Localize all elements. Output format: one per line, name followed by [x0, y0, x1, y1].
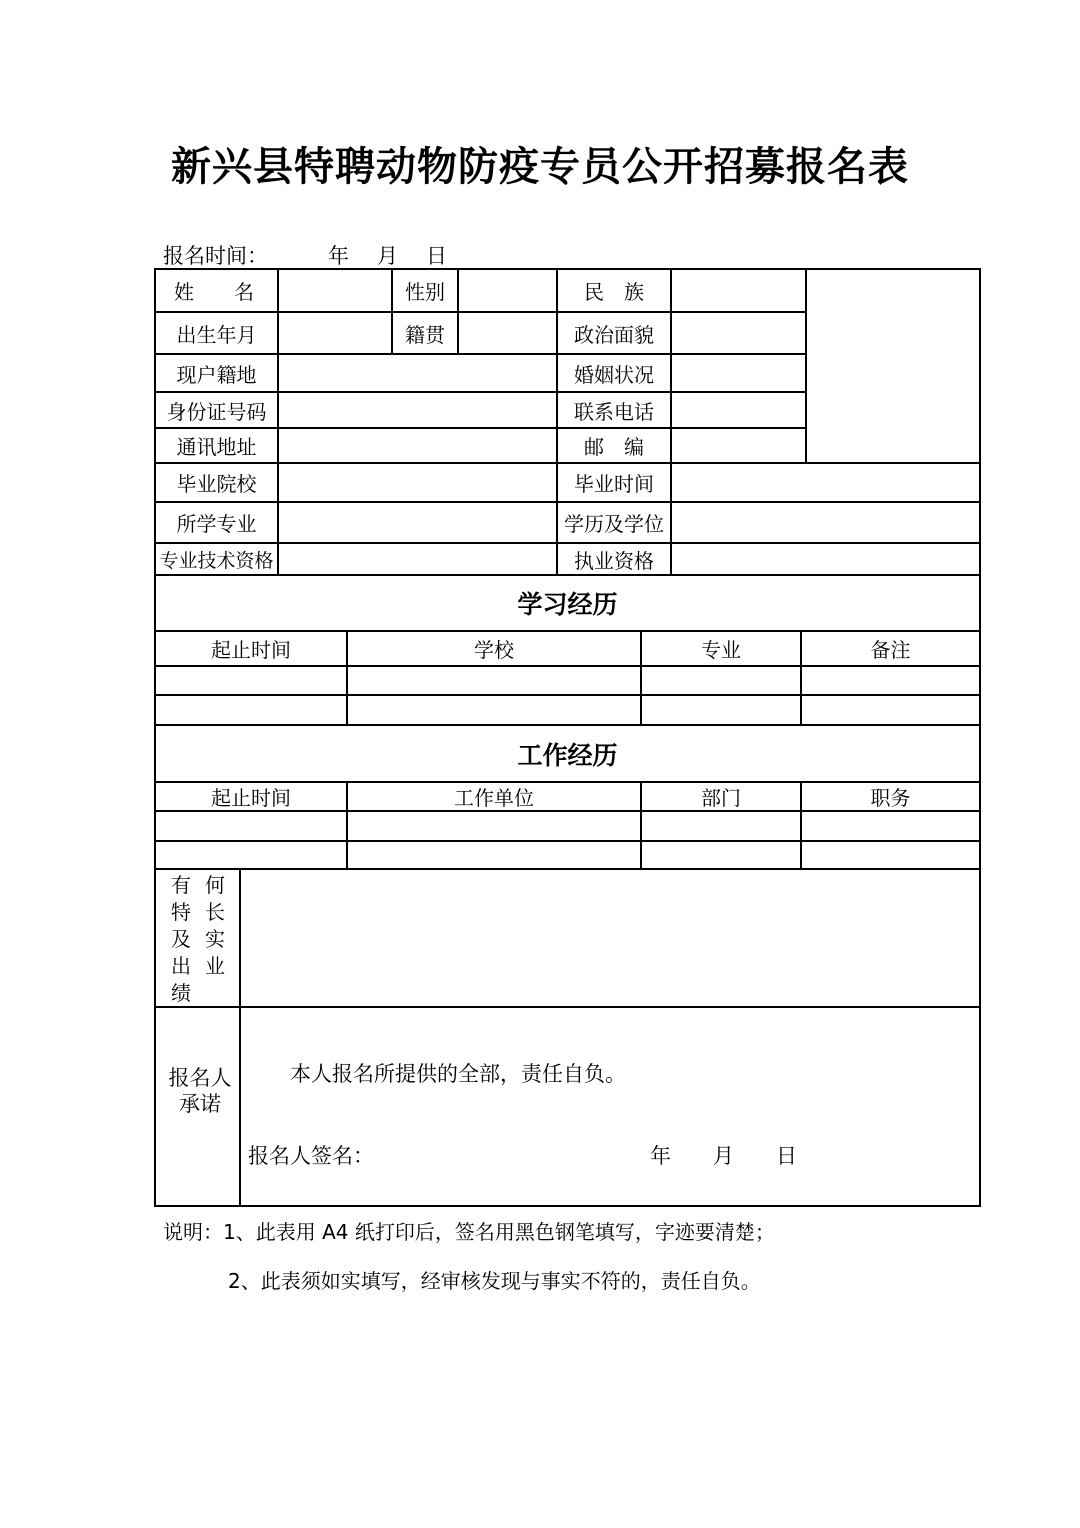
school-input[interactable]: [279, 464, 556, 501]
specialty-char: 实: [205, 927, 225, 951]
work-col-position: 职务: [870, 786, 911, 810]
id-number-label: 身份证号码: [166, 399, 267, 424]
study-col-school: 学校: [474, 638, 514, 662]
registration-day-label: 日: [426, 244, 447, 268]
political-status-input[interactable]: [672, 313, 805, 353]
phone-label: 联系电话: [574, 399, 654, 424]
postcode-input[interactable]: [672, 429, 805, 462]
birth-label: 出生年月: [176, 322, 257, 347]
signature-label: 报名人签名：: [248, 1144, 374, 1168]
degree-input[interactable]: [672, 503, 979, 542]
registration-time-label: 报名时间：: [163, 244, 268, 268]
signature-year-label: 年: [650, 1144, 671, 1168]
tech-qualification-input[interactable]: [279, 544, 556, 574]
marital-status-input[interactable]: [672, 355, 805, 391]
specialty-char: 长: [205, 900, 225, 924]
birth-input[interactable]: [279, 313, 391, 353]
school-label: 毕业院校: [176, 472, 257, 496]
grad-time-input[interactable]: [672, 464, 979, 501]
note-line-2: 2、此表须如实填写，经审核发现与事实不符的，责任自负。: [228, 1269, 761, 1293]
study-col-major: 专业: [701, 638, 741, 662]
specialty-input[interactable]: [241, 870, 979, 1006]
study-col-remarks: 备注: [870, 638, 911, 662]
specialty-char: 有: [171, 873, 191, 897]
signature-month-label: 月: [713, 1144, 734, 1168]
major-label: 所学专业: [176, 512, 257, 536]
specialty-char: 绩: [171, 981, 191, 1005]
work-heading: 工作经历: [517, 740, 618, 770]
id-number-input[interactable]: [279, 393, 556, 427]
household-register-label: 现户籍地: [176, 362, 257, 387]
study-heading: 学习经历: [517, 590, 618, 619]
specialty-char: 何: [205, 873, 225, 897]
study-col-period: 起止时间: [211, 638, 291, 662]
specialty-label: [160, 872, 236, 1007]
signature-date: [650, 1140, 797, 1170]
work-col-period: 起止时间: [211, 786, 291, 810]
specialty-char: 出: [171, 954, 191, 978]
name-label-text: 姓 名: [174, 280, 254, 304]
postcode-label: 邮 编: [584, 435, 644, 459]
registration-month-label: 月: [377, 244, 398, 268]
phone-input[interactable]: [672, 393, 805, 427]
specialty-char: 及: [171, 927, 191, 951]
form-title: 新兴县特聘动物防疫专员公开招募报名表: [171, 143, 909, 190]
registration-year-label: 年: [328, 244, 349, 268]
name-label: [156, 270, 277, 311]
political-status-label: 政治面貌: [574, 322, 654, 347]
pledge-text: 本人报名所提供的全部，责任自负。: [290, 1062, 626, 1086]
grad-time-label: 毕业时间: [574, 472, 654, 496]
note-line-1: 说明：1、此表用 A4 纸打印后，签名用黑色钢笔填写，字迹要清楚；: [163, 1220, 775, 1244]
work-col-employer: 工作单位: [454, 786, 534, 810]
gender-label: 性别: [405, 280, 445, 304]
work-col-department: 部门: [701, 786, 741, 810]
registration-time: [163, 240, 447, 270]
ethnicity-label: 民 族: [584, 280, 644, 304]
name-input[interactable]: [279, 270, 391, 311]
address-input[interactable]: [279, 429, 556, 462]
marital-status-label: 婚姻状况: [574, 362, 654, 387]
practice-qualification-label: 执业资格: [574, 548, 654, 573]
native-place-input[interactable]: [459, 313, 556, 353]
major-input[interactable]: [279, 503, 556, 542]
specialty-char: 特: [171, 900, 191, 924]
ethnicity-input[interactable]: [672, 270, 805, 311]
degree-label: 学历及学位: [564, 512, 664, 536]
tech-qualification-label: 专业技术资格: [159, 549, 274, 572]
pledge-label: 报名人承诺: [168, 1066, 232, 1116]
address-label: 通讯地址: [176, 435, 257, 459]
native-place-label: 籍贯: [405, 322, 445, 347]
signature-day-label: 日: [776, 1144, 797, 1168]
photo-box[interactable]: [807, 270, 979, 462]
household-register-input[interactable]: [279, 355, 556, 391]
gender-input[interactable]: [459, 270, 556, 311]
practice-qualification-input[interactable]: [672, 544, 979, 574]
specialty-char: 业: [205, 954, 225, 978]
